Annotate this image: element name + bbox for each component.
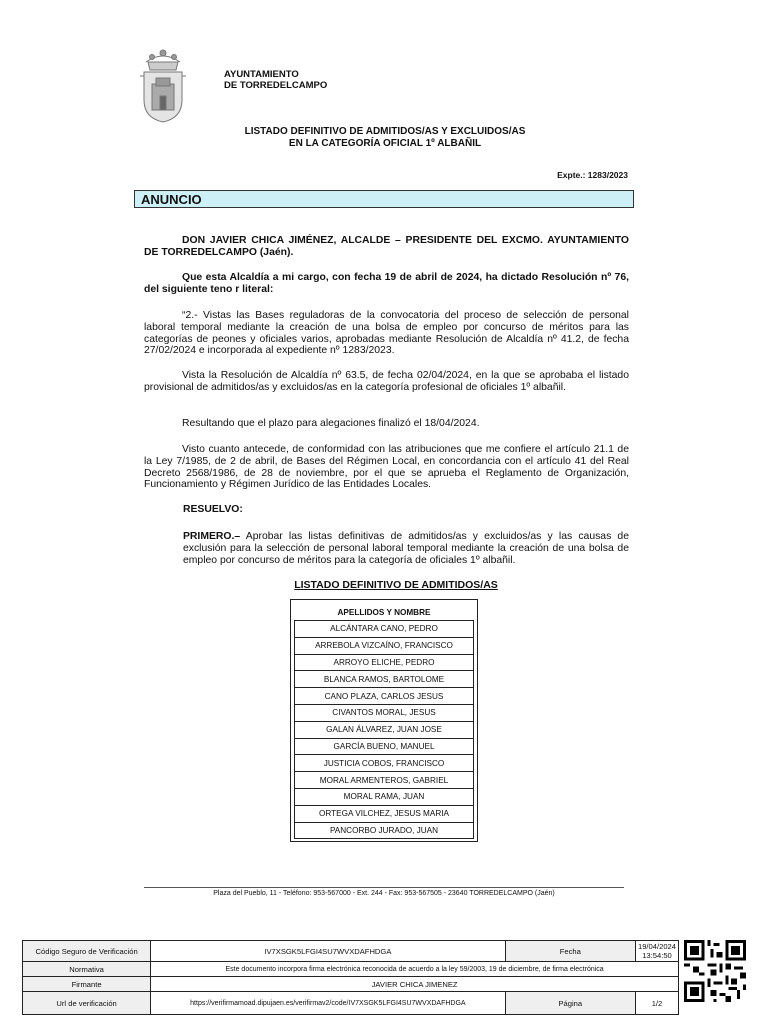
- title-line-1: LISTADO DEFINITIVO DE ADMITIDOS/AS Y EXCLUIDOS/AS: [244, 126, 526, 137]
- table-row: [295, 654, 474, 671]
- url-label: Url de verificación: [23, 992, 151, 1015]
- fecha-value: 19/04/2024 13:54:50: [635, 941, 678, 962]
- name-cell: ARROYO ELICHE, PEDRO: [295, 654, 474, 671]
- paragraph-bases: “2.- Vistas las Bases reguladoras de la convocatoria del proceso de selección de personal laboral temporal mediante la creación de una bolsa de empleo por concurso de méritos para las categorías de peones y oficiales varios, aprobadas mediante Resolución de Alcaldía nº 41.2, de fecha 27/02/2024 e incorporada al expediente nº 1283/2023.: [144, 310, 629, 357]
- signature-row: [23, 977, 679, 992]
- name-cell: CIVANTOS MORAL, JESUS: [295, 704, 474, 721]
- name-cell: ORTEGA VILCHEZ, JESUS MARIA: [295, 805, 474, 822]
- table-row: [295, 688, 474, 705]
- table-row: [295, 721, 474, 738]
- municipal-crest-icon: [138, 48, 188, 123]
- table-row: [295, 805, 474, 822]
- pagina-value: 1/2: [635, 992, 678, 1015]
- paragraph-provisional: Vista la Resolución de Alcaldía nº 63.5, de fecha 02/04/2024, en la que se aprobaba el listado provisional de admitidos/as y excluidos/as en la categoría profesional de oficiales 1º albañil.: [144, 370, 629, 393]
- table-header: APELLIDOS Y NOMBRE: [295, 604, 474, 621]
- paragraph-resolucion: Que esta Alcaldía a mi cargo, con fecha 19 de abril de 2024, ha dictado Resolución nº 76, del siguiente teno r literal:: [144, 272, 629, 295]
- firmante-value: JAVIER CHICA JIMENEZ: [151, 977, 679, 992]
- list-title: LISTADO DEFINITIVO DE ADMITIDOS/AS: [294, 579, 498, 591]
- name-cell: GALAN ÁLVAREZ, JUAN JOSE: [295, 721, 474, 738]
- org-line-2: DE TORREDELCAMPO: [224, 80, 328, 91]
- signature-row: [23, 941, 679, 962]
- name-cell: GARCÍA BUENO, MANUEL: [295, 738, 474, 755]
- name-cell: ALCÁNTARA CANO, PEDRO: [295, 621, 474, 638]
- csv-value: IV7XSGK5LFGI4SU7WVXDAFHDGA: [151, 941, 505, 962]
- name-cell: ARREBOLA VIZCAÍNO, FRANCISCO: [295, 637, 474, 654]
- firmante-label: Firmante: [23, 977, 151, 992]
- primero-label: PRIMERO.–: [183, 531, 241, 542]
- paragraph-alegaciones: Resultando que el plazo para alegaciones finalizó el 18/04/2024.: [182, 418, 480, 429]
- name-cell: BLANCA RAMOS, BARTOLOME: [295, 671, 474, 688]
- table-row: [295, 621, 474, 638]
- footer-divider: [144, 887, 624, 888]
- expediente-number: Expte.: 1283/2023: [557, 170, 628, 180]
- resuelvo-heading: RESUELVO:: [183, 504, 243, 515]
- table-row: [295, 637, 474, 654]
- normativa-value: Este documento incorpora firma electrónica reconocida de acuerdo a la ley 59/2003, 19 de diciembre, de firma electrónica: [151, 962, 679, 977]
- name-cell: PANCORBO JURADO, JUAN: [295, 822, 474, 839]
- qr-code-icon: [684, 940, 746, 1002]
- org-line-1: AYUNTAMIENTO: [224, 69, 299, 80]
- footer-address: Plaza del Pueblo, 11 - Teléfono: 953-567000 - Ext. 244 - Fax: 953-567505 - 23640 TORREDELCAMPO (Jaén): [213, 890, 555, 897]
- signature-table: [22, 940, 679, 1015]
- organization-name: [224, 69, 327, 91]
- fecha-label: Fecha: [505, 941, 635, 962]
- table-row: [295, 755, 474, 772]
- table-row: [295, 738, 474, 755]
- signature-row: [23, 992, 679, 1015]
- admitted-table: [294, 604, 474, 839]
- csv-label: Código Seguro de Verificación: [23, 941, 151, 962]
- table-row: [295, 704, 474, 721]
- table-row: [295, 788, 474, 805]
- name-cell: CANO PLAZA, CARLOS JESUS: [295, 688, 474, 705]
- table-row: [295, 671, 474, 688]
- paragraph-primero: [183, 531, 629, 566]
- document-title: [140, 126, 630, 150]
- paragraph-atribuciones: Visto cuanto antecede, de conformidad con las atribuciones que me confiere el artículo 21.1 de la Ley 7/1985, de 2 de abril, de Bases del Régimen Local, en concordancia con el artículo 41 del Real Decreto 2568/1986, de 28 de noviembre, por el que se aprueba el Reglamento de Organización, Funcionamiento y Régimen Jurídico de las Entidades Locales.: [144, 444, 629, 491]
- pagina-label: Página: [505, 992, 635, 1015]
- primero-text: Aprobar las listas definitivas de admitidos/as y excluidos/as y las causas de exclusión para la selección de personal laboral temporal mediante la creación de una bolsa de empleo por concurso de méritos para la categoría de oficiales 1º albañil.: [183, 531, 629, 566]
- signature-row: [23, 962, 679, 977]
- name-cell: JUSTICIA COBOS, FRANCISCO: [295, 755, 474, 772]
- table-row: [295, 822, 474, 839]
- name-cell: MORAL RAMA, JUAN: [295, 788, 474, 805]
- normativa-label: Normativa: [23, 962, 151, 977]
- table-row: [295, 772, 474, 789]
- url-value[interactable]: https://verifirmamoad.dipujaen.es/verifirmav2/code/IV7XSGK5LFGI4SU7WVXDAFHDGA: [151, 992, 505, 1015]
- anuncio-banner: ANUNCIO: [134, 190, 634, 208]
- title-line-2: EN LA CATEGORÍA OFICIAL 1º ALBAÑIL: [288, 138, 482, 149]
- paragraph-alcalde: DON JAVIER CHICA JIMÉNEZ, ALCALDE – PRESIDENTE DEL EXCMO. AYUNTAMIENTO DE TORREDELCAMPO (Jaén).: [144, 235, 629, 258]
- name-cell: MORAL ARMENTEROS, GABRIEL: [295, 772, 474, 789]
- admitted-table-frame: [290, 599, 478, 842]
